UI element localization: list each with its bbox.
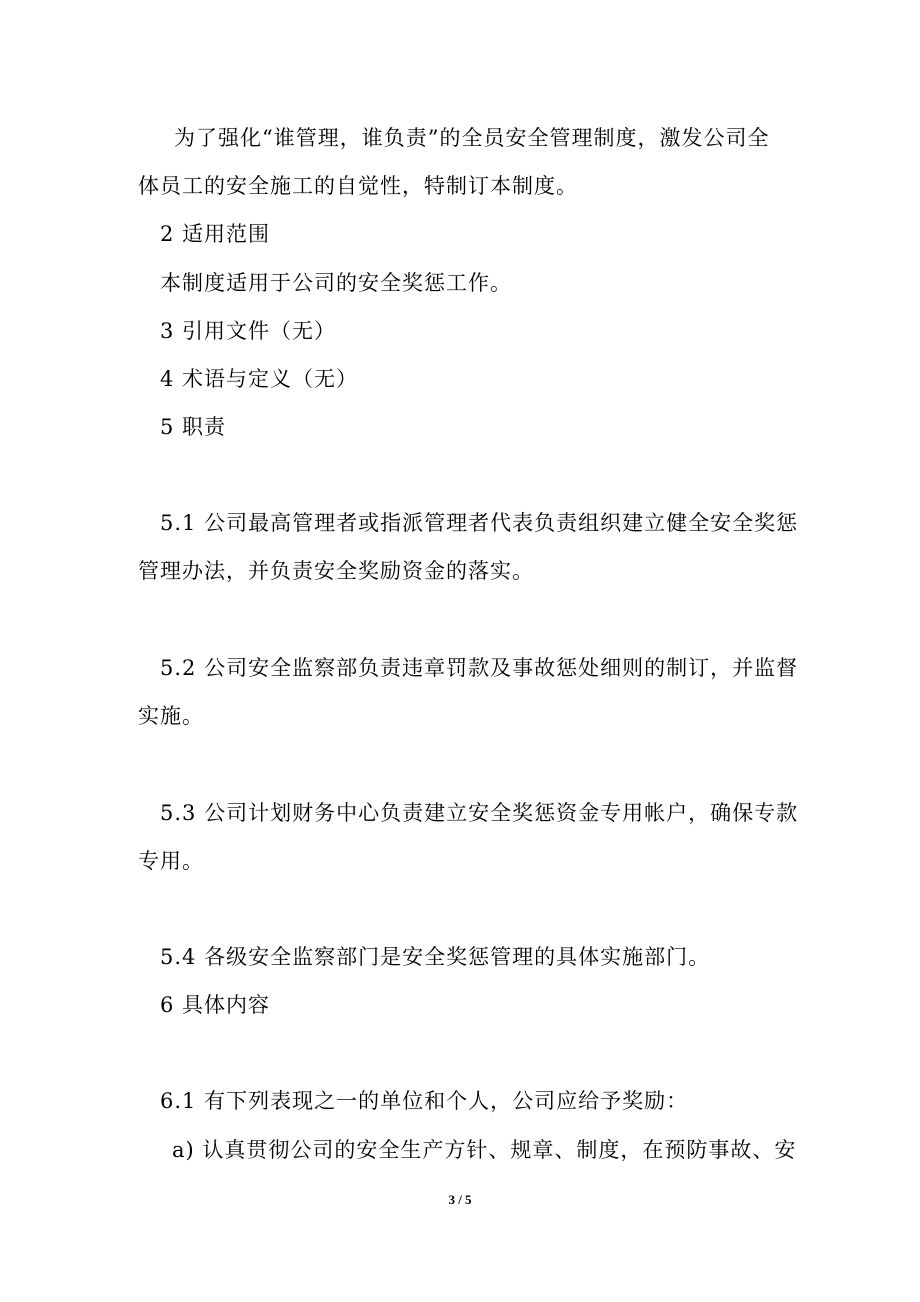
paragraph-line: 专用。 xyxy=(138,849,204,873)
section-heading: 6 具体内容 xyxy=(160,993,271,1017)
section-heading: 4 术语与定义（无） xyxy=(160,367,359,391)
paragraph-line: 管理办法，并负责安全奖励资金的落实。 xyxy=(138,559,534,583)
paragraph-line: 实施。 xyxy=(138,704,204,728)
paragraph-line: 体员工的安全施工的自觉性，特制订本制度。 xyxy=(138,174,578,198)
paragraph-line: 5.1 公司最高管理者或指派管理者代表负责组织建立健全安全奖惩 xyxy=(160,511,799,535)
paragraph-line: 为了强化“谁管理，谁负责”的全员安全管理制度，激发公司全 xyxy=(174,126,770,150)
paragraph-line: 6.1 有下列表现之一的单位和个人，公司应给予奖励： xyxy=(160,1089,689,1113)
paragraph-line: 5.3 公司计划财务中心负责建立安全奖惩资金专用帐户，确保专款 xyxy=(160,801,799,825)
section-heading: 5 职责 xyxy=(160,415,227,439)
list-item: a) 认真贯彻公司的安全生产方针、规章、制度，在预防事故、安 xyxy=(172,1138,797,1162)
paragraph-line: 5.2 公司安全监察部负责违章罚款及事故惩处细则的制订，并监督 xyxy=(160,656,799,680)
paragraph-line: 本制度适用于公司的安全奖惩工作。 xyxy=(160,271,512,295)
section-heading: 3 引用文件（无） xyxy=(160,319,337,343)
paragraph-line: 5.4 各级安全监察部门是安全奖惩管理的具体实施部门。 xyxy=(160,945,711,969)
section-heading: 2 适用范围 xyxy=(160,222,271,246)
page-number: 3 / 5 xyxy=(448,1192,472,1207)
